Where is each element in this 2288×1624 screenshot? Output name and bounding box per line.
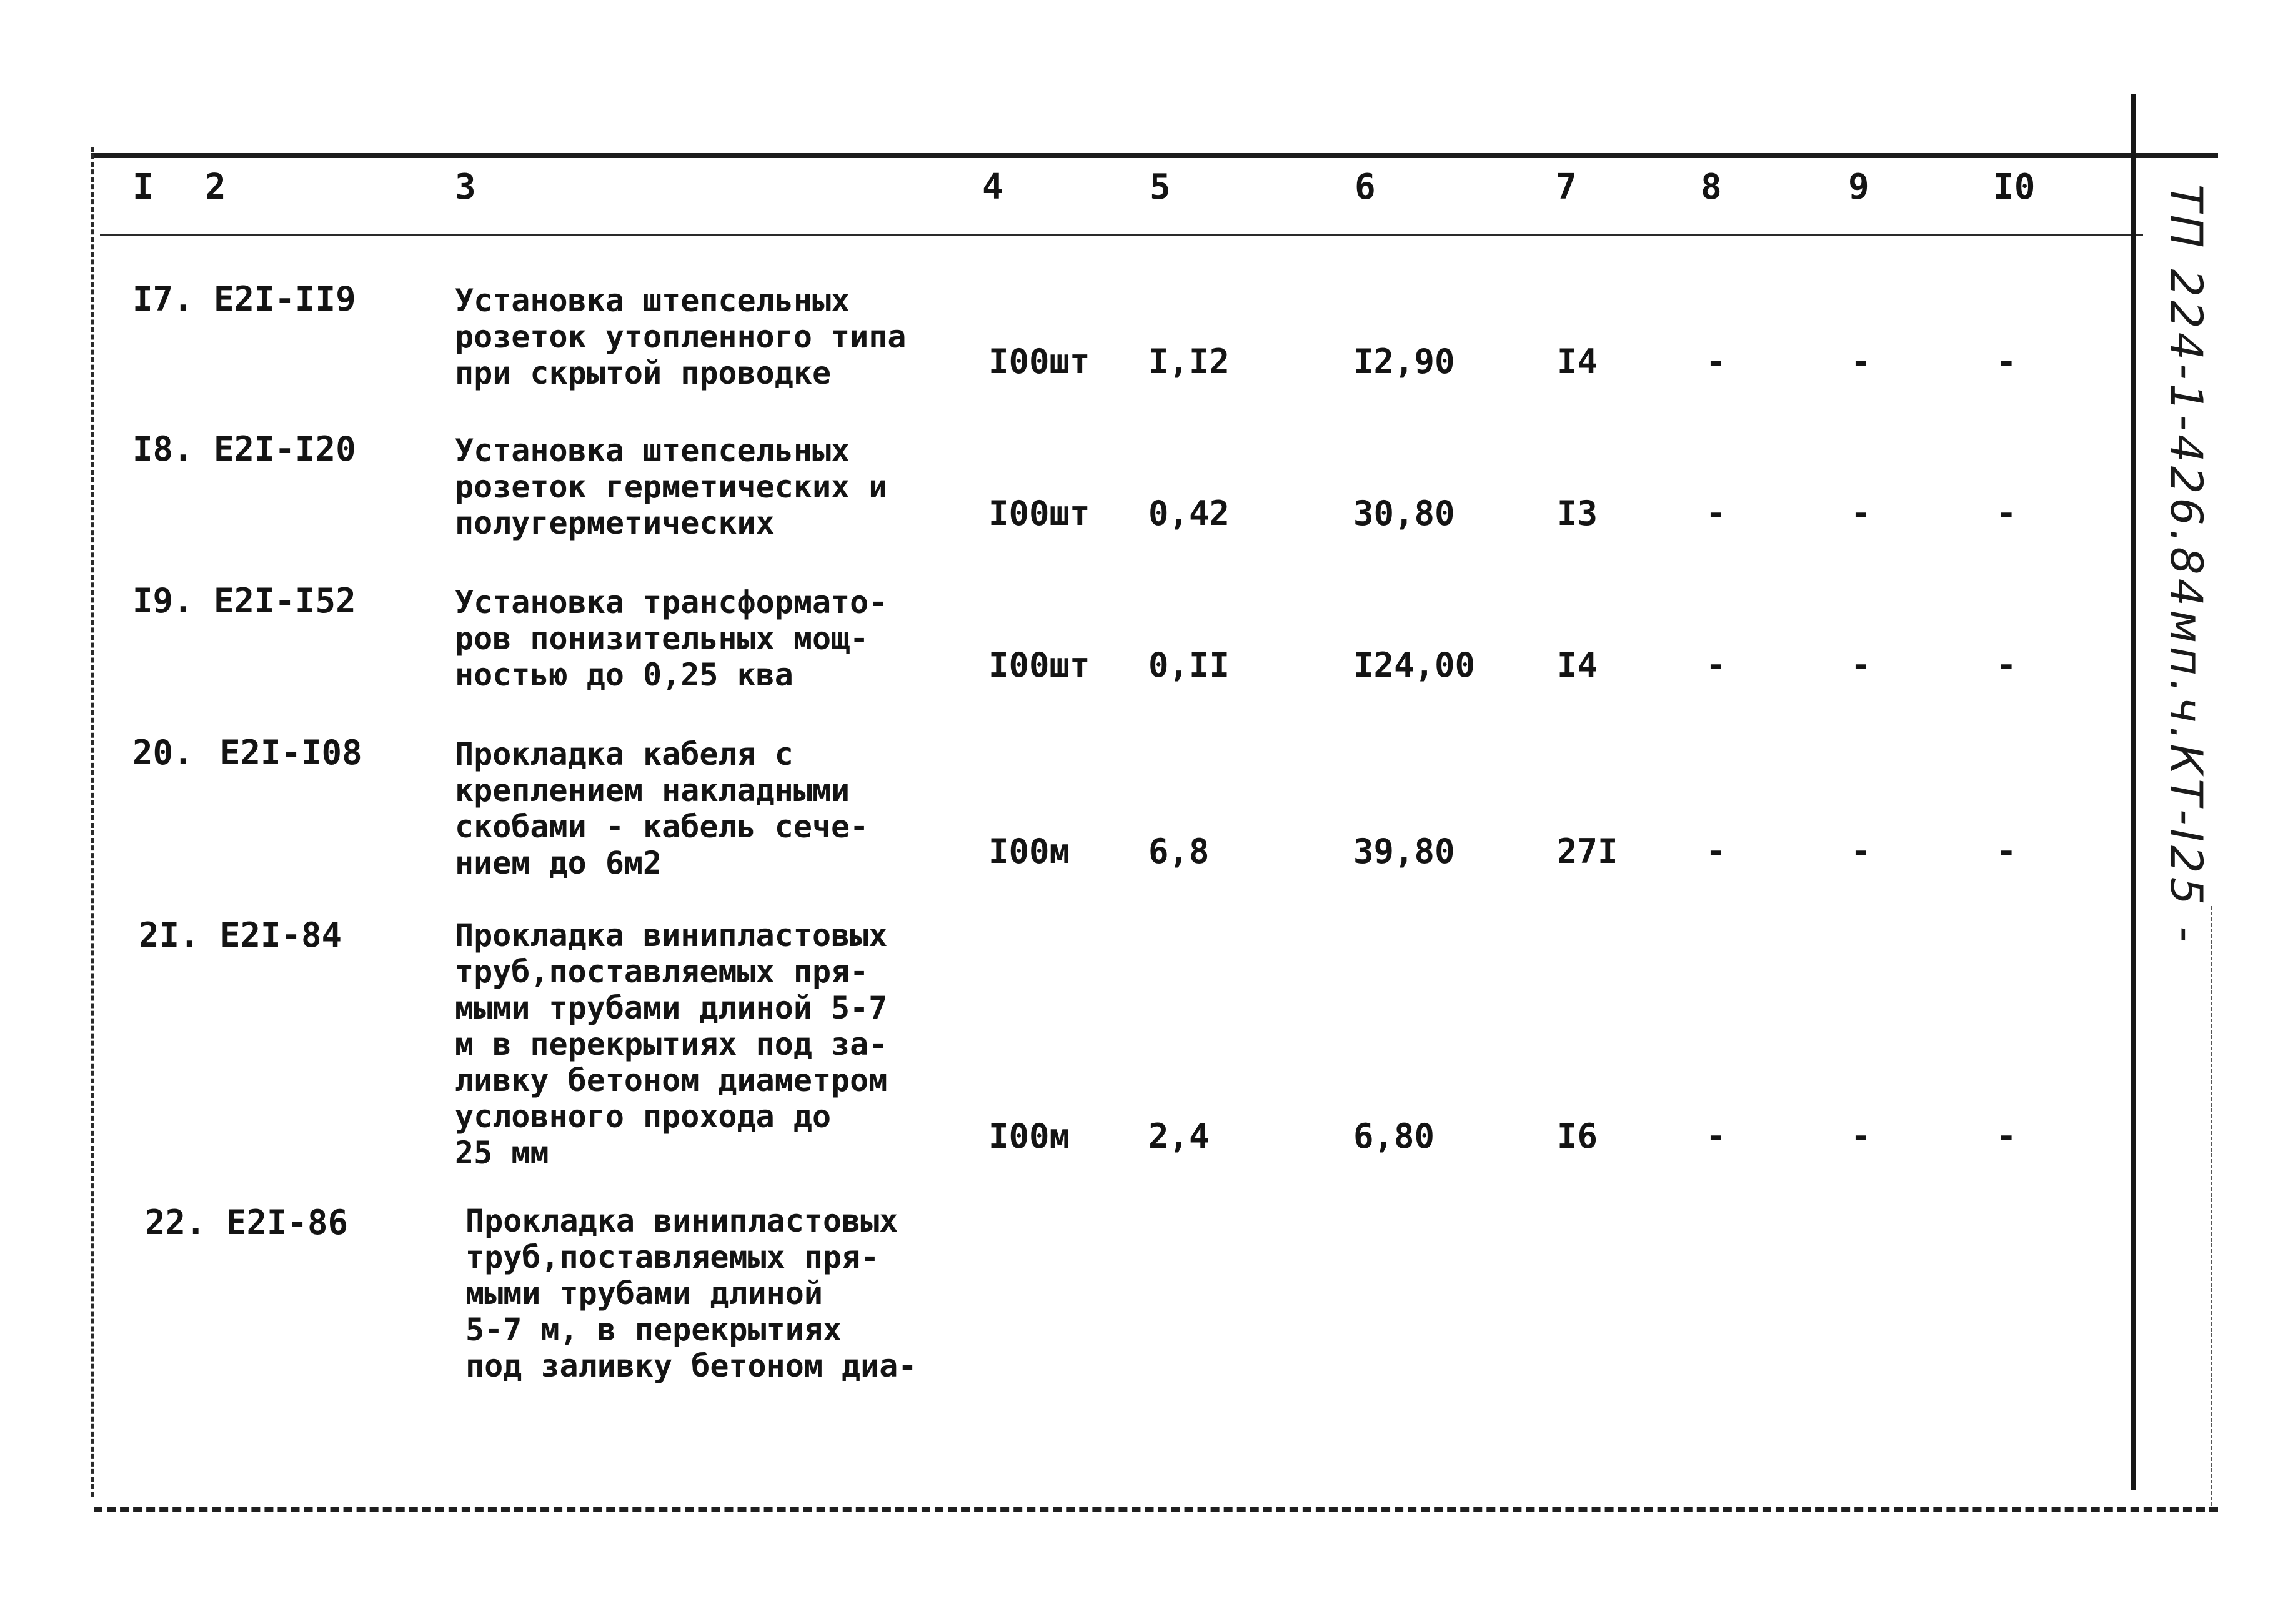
row-number: I7. <box>132 279 194 319</box>
col-header-4: 4 <box>982 167 1003 207</box>
unit: I00шт <box>988 645 1090 685</box>
price: 30,80 <box>1353 494 1455 533</box>
col8-value: - <box>1706 645 1726 685</box>
col9-value: - <box>1851 1117 1871 1156</box>
col10-value: - <box>1996 494 2017 533</box>
work-description: Установка штепсельных розеток герметических и полугерметических <box>455 432 888 541</box>
col-header-5: 5 <box>1150 167 1171 207</box>
col8-value: - <box>1706 832 1726 871</box>
col8-value: - <box>1706 342 1726 381</box>
col9-value: - <box>1851 832 1871 871</box>
col-header-2: 2 <box>205 167 226 207</box>
norm-code: E2I-I52 <box>214 581 356 620</box>
price: I24,00 <box>1353 645 1476 685</box>
norm-code: E2I-84 <box>220 915 342 955</box>
col-header-7: 7 <box>1556 167 1577 207</box>
table-bottom-border <box>94 1507 2218 1512</box>
norm-code: E2I-I08 <box>220 733 362 772</box>
col-header-1: I <box>132 167 154 207</box>
col-header-8: 8 <box>1701 167 1722 207</box>
col9-value: - <box>1851 342 1871 381</box>
row-number: 20. <box>132 733 194 772</box>
unit: I00шт <box>988 494 1090 533</box>
table-right-border <box>2131 94 2136 1490</box>
document-sheet-code: ТП 224-1-426.84мп.ч.КТ-I25 - <box>2161 184 2212 946</box>
norm-code: E2I-86 <box>226 1203 349 1242</box>
header-bottom-border <box>100 234 2143 236</box>
norm-code: E2I-II9 <box>214 279 356 319</box>
row-number: I9. <box>132 581 194 620</box>
col7-value: 27I <box>1557 832 1618 871</box>
quantity: 6,8 <box>1148 832 1210 871</box>
table-left-border <box>91 147 94 1497</box>
col-header-9: 9 <box>1848 167 1869 207</box>
col9-value: - <box>1851 494 1871 533</box>
col7-value: I4 <box>1557 645 1598 685</box>
price: 39,80 <box>1353 832 1455 871</box>
col-header-3: 3 <box>455 167 476 207</box>
work-description: Установка трансформато- ров понизительных мощ- ностью до 0,25 ква <box>455 584 888 693</box>
col8-value: - <box>1706 494 1726 533</box>
col10-value: - <box>1996 645 2017 685</box>
work-description: Прокладка винипластовых труб,поставляемых пря- мыми трубами длиной 5-7 м, в перекрытиях под заливку бетоном диа- <box>465 1203 917 1384</box>
col-header-10: I0 <box>1993 167 2036 207</box>
row-number: I8. <box>132 429 194 469</box>
price: I2,90 <box>1353 342 1455 381</box>
unit: I00м <box>988 1117 1070 1156</box>
quantity: 0,42 <box>1148 494 1230 533</box>
unit: I00м <box>988 832 1070 871</box>
col8-value: - <box>1706 1117 1726 1156</box>
col7-value: I4 <box>1557 342 1598 381</box>
table-top-border <box>91 153 2218 158</box>
col10-value: - <box>1996 1117 2017 1156</box>
col9-value: - <box>1851 645 1871 685</box>
work-description: Установка штепсельных розеток утопленного типа при скрытой проводке <box>455 282 907 391</box>
col7-value: I6 <box>1557 1117 1598 1156</box>
unit: I00шт <box>988 342 1090 381</box>
row-number: 2I. <box>139 915 200 955</box>
quantity: 0,II <box>1148 645 1230 685</box>
norm-code: E2I-I20 <box>214 429 356 469</box>
col10-value: - <box>1996 832 2017 871</box>
row-number: 22. <box>145 1203 206 1242</box>
col10-value: - <box>1996 342 2017 381</box>
quantity: 2,4 <box>1148 1117 1210 1156</box>
col7-value: I3 <box>1557 494 1598 533</box>
work-description: Прокладка кабеля с креплением накладными скобами - кабель сече- нием до 6м2 <box>455 736 869 881</box>
price: 6,80 <box>1353 1117 1435 1156</box>
col-header-6: 6 <box>1355 167 1376 207</box>
work-description: Прокладка винипластовых труб,поставляемых пря- мыми трубами длиной 5-7 м в перекрытиях под за- ливку бетоном диаметром условного прохода до 25 мм <box>455 917 888 1171</box>
quantity: I,I2 <box>1148 342 1230 381</box>
margin-dashed-line <box>2211 906 2212 1506</box>
